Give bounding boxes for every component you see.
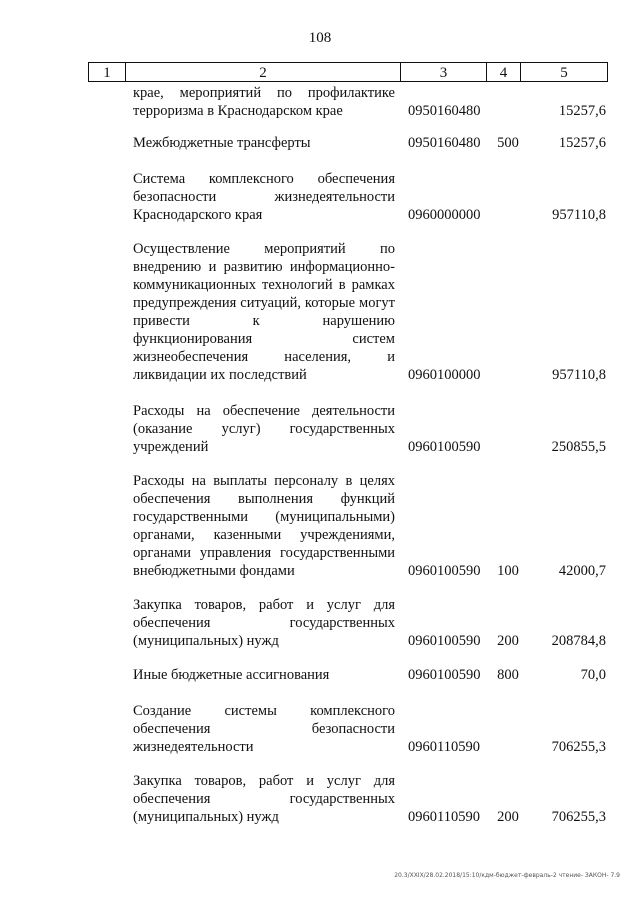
table-header: [88, 62, 608, 84]
table-row: [0, 702, 640, 756]
row-description: Иные бюджетные ассигнования: [133, 667, 330, 683]
row-description: Создание системы комплексного обеспечения безопасности жизнедеятельности: [133, 703, 395, 755]
row-code: 0950160480: [408, 103, 481, 119]
row-amount: 957110,8: [552, 207, 606, 223]
row-code: 0960100590: [408, 633, 481, 649]
row-amount: 70,0: [580, 667, 606, 683]
header-col-2: 2: [125, 62, 401, 82]
row-code: 0960110590: [408, 739, 480, 755]
row-type: 100: [497, 563, 519, 579]
row-amount: 208784,8: [551, 633, 606, 649]
row-description: Осуществление мероприятий по внедрению и развитию информационно-коммуникационных технологий в рамках предупреждения ситуаций, которые могут привести к нарушению функционирования систем жизнеобеспечения населения, и ликвидации их последствий: [133, 241, 395, 383]
row-type: 800: [497, 667, 519, 683]
table-row: [0, 772, 640, 826]
row-type: 200: [497, 809, 519, 825]
header-col-5: 5: [520, 62, 608, 82]
table-row: [0, 402, 640, 456]
row-code: 0960100590: [408, 439, 481, 455]
row-amount: 15257,6: [558, 103, 606, 119]
row-description: Система комплексного обеспечения безопасности жизнедеятельности Краснодарского края: [133, 171, 395, 223]
row-code: 0960000000: [408, 207, 481, 223]
header-col-1: 1: [88, 62, 126, 82]
row-description: Расходы на выплаты персоналу в целях обеспечения выполнения функций государственными (муниципальными) органами, казенными учреждениями, органами управления государственными внебюджетными фондами: [133, 473, 395, 579]
table-row: [0, 170, 640, 224]
table-row: [0, 666, 640, 684]
row-type: 500: [497, 135, 519, 151]
row-type: 200: [497, 633, 519, 649]
row-code: 0960100590: [408, 667, 481, 683]
row-amount: 250855,5: [551, 439, 606, 455]
table-row: [0, 596, 640, 650]
row-code: 0950160480: [408, 135, 481, 151]
table-row: [0, 472, 640, 580]
row-code: 0960100590: [408, 563, 481, 579]
header-col-4: 4: [486, 62, 521, 82]
row-amount: 706255,3: [551, 809, 606, 825]
table-row: [0, 240, 640, 384]
row-amount: 706255,3: [551, 739, 606, 755]
table-row: [0, 84, 640, 120]
row-description: крае, мероприятий по профилактике терроризма в Краснодарском крае: [133, 85, 395, 119]
row-amount: 42000,7: [558, 563, 606, 579]
document-footer-stamp: 20.3/XXIX/28.02.2018/15:10/кдм-бюджет-февраль-2 чтение- ЗАКОН- 7.9: [394, 872, 620, 879]
table-row: [0, 134, 640, 152]
row-amount: 15257,6: [558, 135, 606, 151]
row-description: Закупка товаров, работ и услуг для обеспечения государственных (муниципальных) нужд: [133, 773, 395, 825]
page-number: 108: [308, 30, 332, 46]
header-col-3: 3: [400, 62, 487, 82]
row-description: Межбюджетные трансферты: [133, 135, 311, 151]
row-description: Расходы на обеспечение деятельности (оказание услуг) государственных учреждений: [133, 403, 395, 455]
row-code: 0960110590: [408, 809, 480, 825]
row-code: 0960100000: [408, 367, 481, 383]
row-description: Закупка товаров, работ и услуг для обеспечения государственных (муниципальных) нужд: [133, 597, 395, 649]
row-amount: 957110,8: [552, 367, 606, 383]
